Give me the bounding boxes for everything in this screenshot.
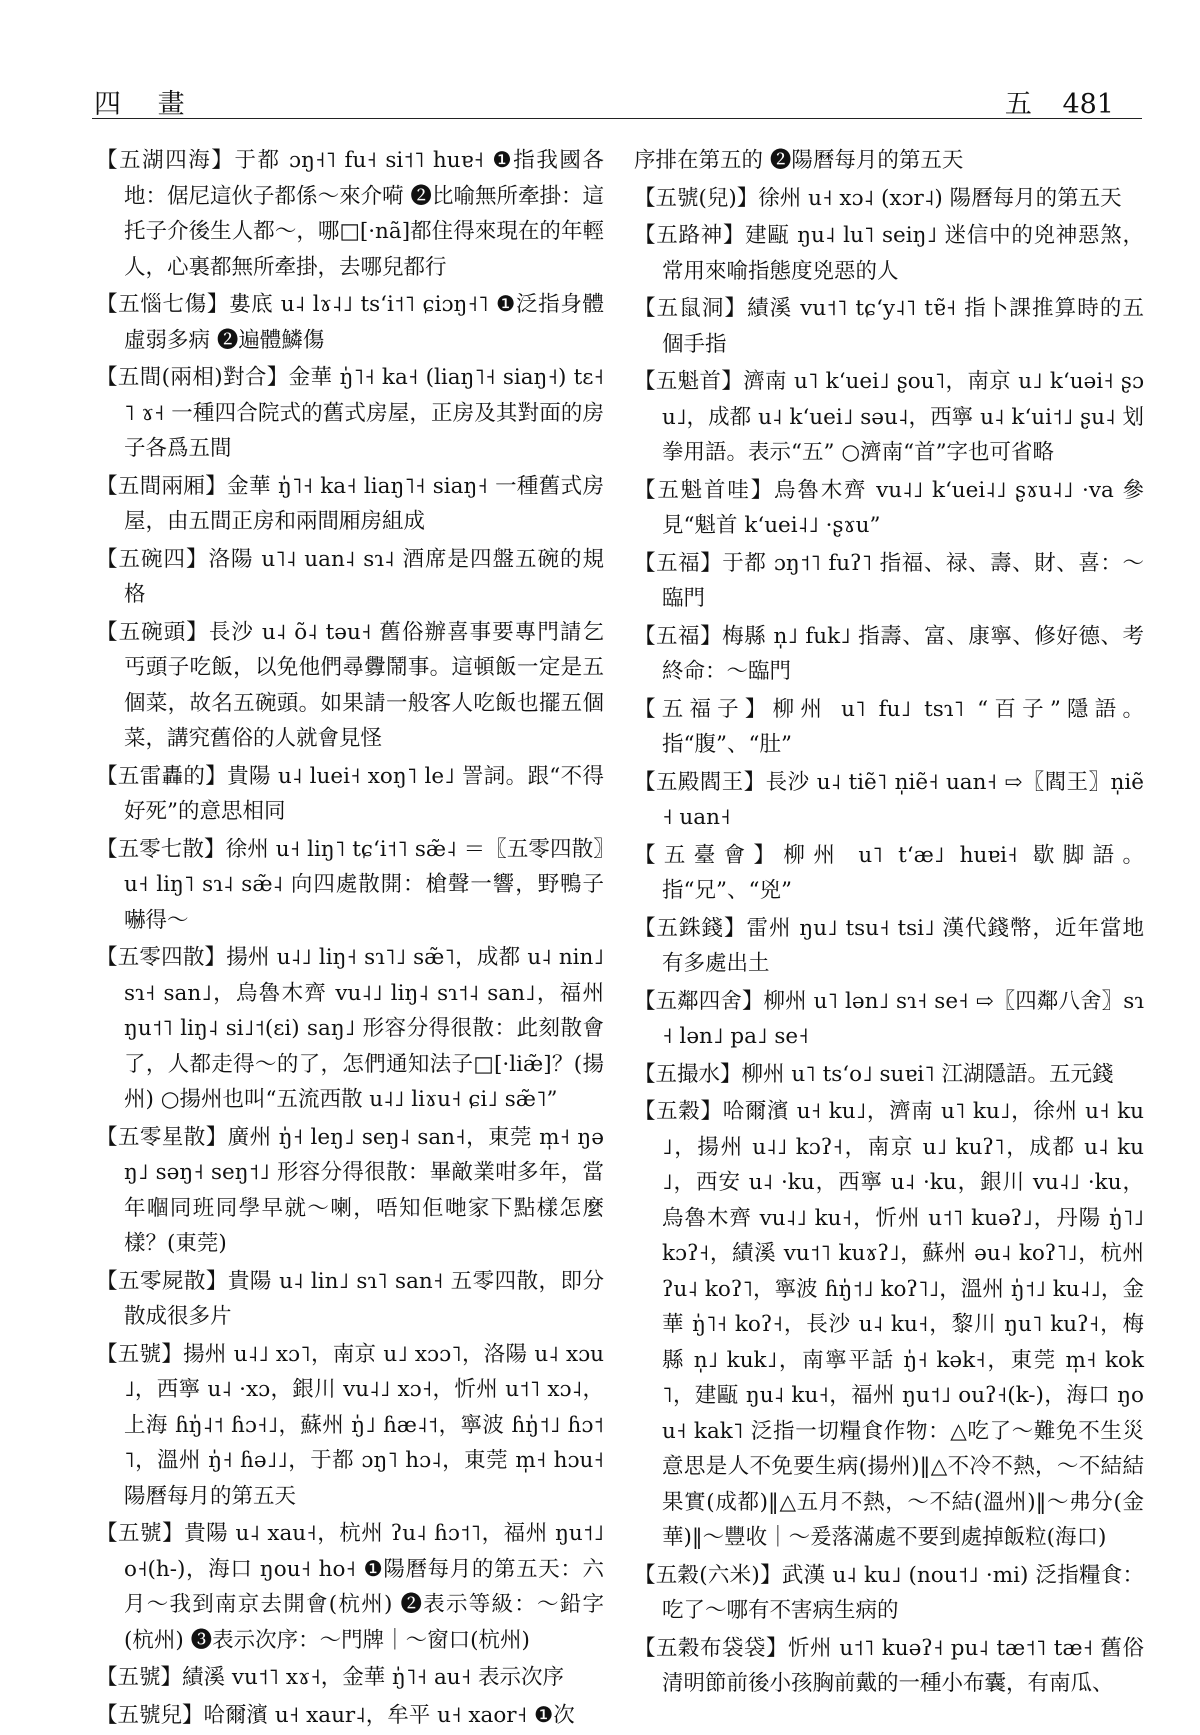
dictionary-entry: 【五撮水】柳州 u˥ tsʻo˩ suɐi˥ 江湖隱語。五元錢 [634,1061,1114,1087]
dictionary-entry: 【五福】梅縣 n̩˩ fuk˩ 指壽、富、康寧、修好德、考終命：～臨門 [634,623,1144,684]
dictionary-entry: 【五魁首哇】烏魯木齊 vu˨˩ kʻuei˨˩ ʂɤu˨˩ ·va 參見“魁首 kʻuei˨˩ ·ʂɤu” [634,477,1144,538]
dictionary-entry: 【五臺會】柳州 u˥ tʻæ˩ huɐi˧ 歇脚語。指“兄”、“兇” [634,842,1144,903]
dictionary-entry: 【五號】績溪 vu˦˥ xɤ˧，金華 ŋ̍˥˧ au˧ 表示次序 [96,1665,565,1690]
dictionary-entry: 【五號(兒)】徐州 u˧ xɔ˨ (xɔr˨) 陽曆每月的第五天 [634,185,1122,211]
dictionary-entry: 【五號兒】哈爾濱 u˧ xaur˨，牟平 u˧ xaor˧ ❶次 [96,1702,575,1728]
left-column [96,143,604,1735]
dictionary-entry: 【五號】揚州 u˨˩ xɔ˥，南京 u˩ xɔɔ˥，洛陽 u˨ xɔu˩，西寧 u˨ ·xɔ，銀川 vu˨˩ xɔ˧，忻州 u˦˥ xɔ˨，上海 ɦŋ̍˨˦ ɦɔ˧˩，蘇州 ŋ̍˩ ɦæ˨˦，寧波 ɦŋ̍˦˩ ɦɔ˦˥，溫州 ŋ̍˧ ɦə˩˩，于都 ɔŋ˥ hɔ˨，東莞 m̩˧ hɔu˧ 陽曆每月的第五天 [96,1341,604,1509]
page-number: 481 [1062,89,1114,120]
dictionary-entry: 【五零星散】廣州 ŋ̍˧ leŋ˩ seŋ˨ san˧，東莞 m̩˧ ŋəŋ˩ səŋ˧ seŋ˦˩ 形容分得很散：畢敵業咁多年，當年嗰同班同學早就～喇，唔知佢哋家下點樣怎麼樣？(東莞) [96,1124,604,1256]
dictionary-entry: 【五銖錢】雷州 ŋu˩ tsu˧ tsi˩ 漢代錢幣，近年當地有多處出土 [634,915,1144,976]
dictionary-entry: 【五鄰四舍】柳州 u˥ lən˩ sɿ˧ se˧ ⇨〖四鄰八舍〗sɿ˧ lən˩ pa˩ se˧ [634,988,1144,1049]
dictionary-entry: 【五碗頭】長沙 u˨ õ˨ təu˧ 舊俗辦喜事要專門請乞丐頭子吃飯，以免他們尋釁鬧事。這頓飯一定是五個菜，故名五碗頭。如果請一般客人吃飯也擺五個菜，講究舊俗的人就會見怪 [96,619,604,751]
dictionary-entry: 【五穀布袋袋】忻州 u˦˥ kuəʔ˧ pu˨ tæ˦˥ tæ˧ 舊俗清明節前後小孩胸前戴的一種小布囊，有南瓜、 [634,1635,1144,1696]
dictionary-entry: 【五零七散】徐州 u˧ liŋ˥ tɕʻi˦˥ sæ̃˨ ＝〖五零四散〗u˧ liŋ˥ sɿ˨ sæ̃˨ 向四處散開：槍聲一響，野鴨子嚇得～ [96,836,604,933]
dictionary-entry: 【五號】貴陽 u˨ xau˧，杭州 ʔu˨ ɦɔ˦˥，福州 ŋu˦˩ o˧(h-)，海口 ŋou˧ ho˧ ❶陽曆每月的第五天：六月～我到南京去開會(杭州) ❷表示等級：～鉛字(杭州) ❸表示次序：～門牌｜～窗口(杭州) [96,1521,604,1653]
head-character: 五 [1004,89,1032,120]
dictionary-entry: 【五碗四】洛陽 u˥˨ uan˨ sɿ˨ 酒席是四盤五碗的規格 [96,546,604,607]
dictionary-entry: 【五路神】建甌 ŋu˨ lu˥ seiŋ˩ 迷信中的兇神惡煞，常用來喻指態度兇惡的人 [634,223,1144,284]
dictionary-entry: 【五殿閻王】長沙 u˨ tiẽ˥ n̩iẽ˧ uan˧ ⇨〖閻王〗n̩iẽ˧ uan˧ [634,769,1144,830]
dictionary-entry: 【五穀】哈爾濱 u˧ ku˩，濟南 u˥ ku˩，徐州 u˧ ku˩，揚州 u˨˩ kɔʔ˧，南京 u˩ kuʔ˥，成都 u˨ ku˩，西安 u˨ ·ku，西寧 u˨ ·ku，銀川 vu˨˩ ·ku，烏魯木齊 vu˨˩ ku˧，忻州 u˦˥ kuəʔ˩，丹陽 ŋ̍˥˩ kɔʔ˧，績溪 vu˦˥ kuɤʔ˩，蘇州 əu˨ koʔ˥˩，杭州 ʔu˨ koʔ˥，寧波 ɦŋ̍˦˩ koʔ˥˩，溫州 ŋ̍˦˩ ku˨˩，金華 ŋ̍˥˧ koʔ˧，長沙 u˨ ku˧，黎川 ŋu˥ kuʔ˧，梅縣 n̩˩ kuk˩，南寧平話 ŋ̍˧ kək˧，東莞 m̩˧ kok˥，建甌 ŋu˨ ku˧，福州 ŋu˦˩ ouʔ˧(k-)，海口 ŋou˧ kak˥ 泛指一切糧食作物：△吃了～難免不生災意思是人不免要生病(揚州)‖△不冷不熱，～不結結果實(成都)‖△五月不熱，～不結(溫州)‖～弗分(金華)‖～豐收｜～爰落滿處不要到處掉飯粒(海口) [634,1099,1144,1550]
dictionary-entry: 【五零四散】揚州 u˨˩ liŋ˧ sɿ˥˩ sæ̃˥，成都 u˨ nin˩ sɿ˧ san˩，烏魯木齊 vu˨˩ liŋ˨ sɿ˦˨ san˩，福州 ŋu˦˥ liŋ˨ si˩˦(ɛi) saŋ˩ 形容分得很散：此刻散會了，人都走得～的了，怎們通知法子□[·liæ̃]？(揚州) ○揚州也叫“五流西散 u˨˩ liɤu˧ ɕi˩ sæ̃˥” [96,945,604,1112]
dictionary-entry: 【五間兩厢】金華 ŋ̍˥˧ ka˧ liaŋ˥˧ siaŋ˧ 一種舊式房屋，由五間正房和兩間厢房組成 [96,473,604,534]
page-head-info [983,82,1114,121]
dictionary-entry: 【五穀(六米)】武漢 u˨ ku˩ (nou˦˩ ·mi) 泛指糧食：吃了～哪有不害病生病的 [634,1562,1144,1623]
dictionary-entry: 【五湖四海】于都 ɔŋ˧˥ fu˧ si˦˥ huɐ˧ ❶指我國各地：倨尼這伙子都係～來介嗬 ❷比喻無所牽掛：這托子介後生人都～，哪□[·nã]都住得來現在的年輕人，心裏都無所牽掛，去哪兒都行 [96,148,604,280]
section-title: 四 畫 [94,89,199,120]
dictionary-entry: 【五間(兩相)對合】金華 ŋ̍˥˧ ka˧ (liaŋ˥˧ siaŋ˧) tɛ˧˥ ɤ˧ 一種四合院式的舊式房屋，正房及其對面的房子各爲五間 [96,365,604,461]
dictionary-entry: 【五福子】柳州 u˥ fu˩ tsɿ˥ “百子”隱語。指“腹”、“肚” [634,696,1144,757]
dictionary-entry: 【五惱七傷】婁底 u˨ lɤ˨˩ tsʻi˦˥ ɕiɔŋ˧˥ ❶泛指身體虛弱多病 ❷遍體鱗傷 [96,292,604,353]
dictionary-entry: 【五鼠洞】績溪 vu˦˥ tɕʻy˨˥ tɐ̃˧ 指卜課推算時的五個手指 [634,296,1144,357]
dictionary-entry: 【五福】于都 ɔŋ˦˥ fuʔ˥ 指福、禄、壽、財、喜：～臨門 [634,550,1144,611]
page-header [92,78,1142,119]
right-column [634,143,1144,1704]
dictionary-entry: 【五雷轟的】貴陽 u˨ luei˧ xoŋ˥ le˩ 詈詞。跟“不得好死”的意思相同 [96,763,604,824]
dictionary-entry: 序排在第五的 ❷陽曆每月的第五天 [634,148,964,173]
dictionary-entry: 【五零屍散】貴陽 u˨ lin˩ sɿ˥ san˧ 五零四散，即分散成很多片 [96,1268,604,1329]
dictionary-entry: 【五魁首】濟南 u˥ kʻuei˩ ʂou˥，南京 u˩ kʻuəi˧ ʂɔu˩，成都 u˨ kʻuei˩ səu˨，西寧 u˨ kʻui˦˩ ʂu˨ 划拳用語。表示“五” ○濟南“首”字也可省略 [634,369,1144,465]
